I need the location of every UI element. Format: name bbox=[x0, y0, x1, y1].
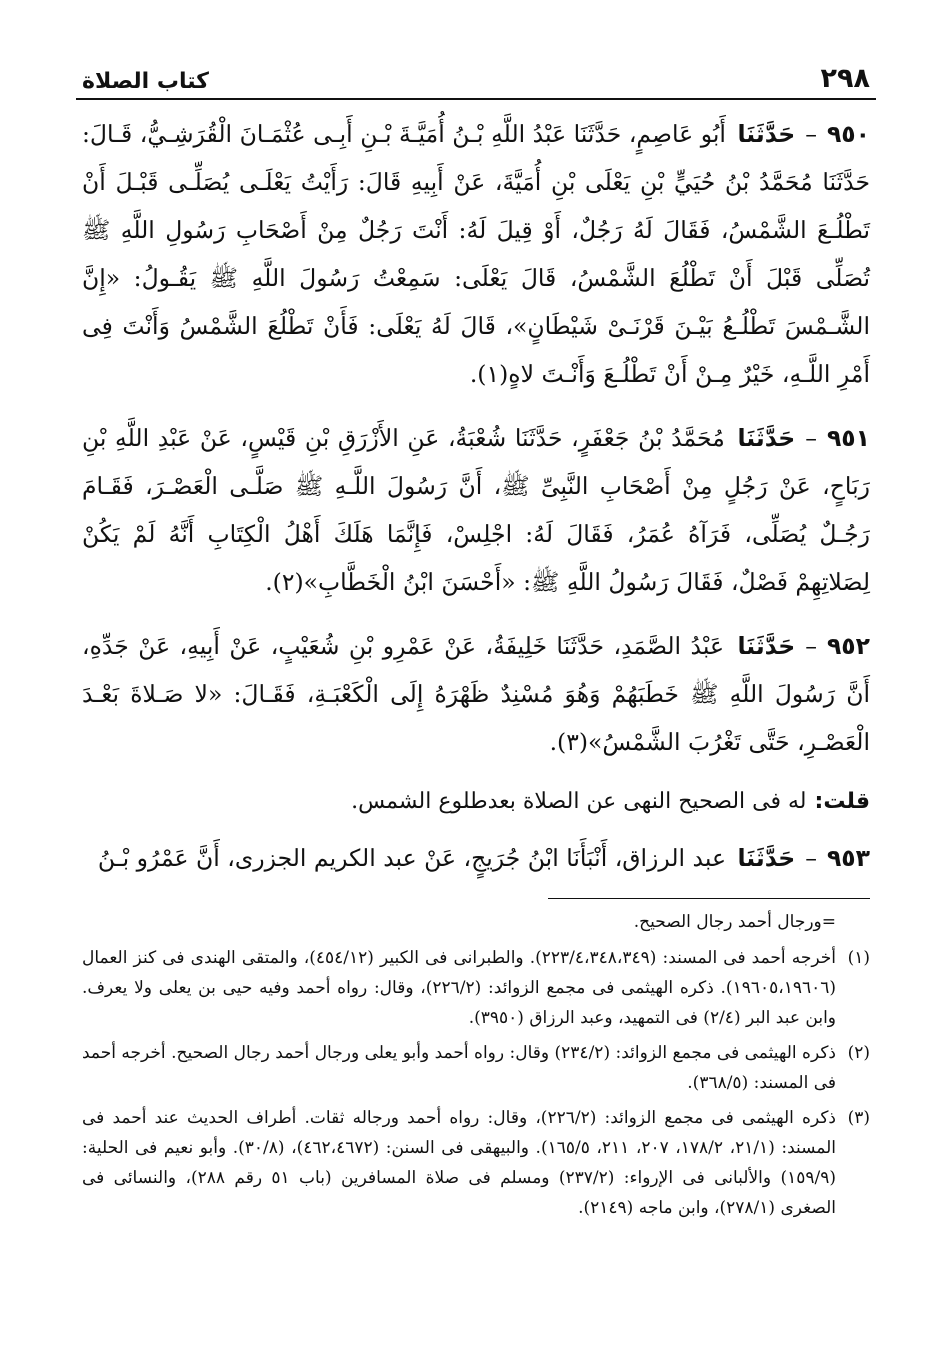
hadith-number: ٩٥٢ bbox=[826, 632, 870, 660]
note-text: له فى الصحيح النهى عن الصلاة بعدطلوع الشمس. bbox=[351, 789, 807, 814]
hadith-opening: حَدَّثَنَا bbox=[737, 424, 796, 452]
hadith-text: مُحَمَّدُ بْنُ جَعْفَرٍ، حَدَّثَنَا شُعْبَةُ، عَنِ الأَزْرَقِ بْنِ قَيْسٍ، عَنْ عَبْدِ اللَّهِ بْنِ رَبَاحٍ، عَنْ رَجُلٍ مِنْ أَصْحَابِ النَّبِىِّ ﷺ، أَنَّ رَسُولَ اللَّـهِ ﷺ صَلَّـى الْعَصْـرَ، فَقَـامَ رَجُـلٌ يُصَلِّى، فَرَآهُ عُمَرُ، فَقَالَ لَهُ: اجْلِسْ، فَإِنَّمَا هَلَكَ أَهْلُ الْكِتَابِ أَنَّهُ لَمْ يَكُنْ لِصَلاتِهِمْ فَصْلٌ، فَقَالَ رَسُولُ اللَّهِ ﷺ: «أَحْسَنَ ابْنُ الْخَطَّابِ»(٢). bbox=[82, 424, 870, 596]
hadith-dash: – bbox=[805, 844, 817, 872]
hadith-number: ٩٥٣ bbox=[826, 844, 870, 872]
hadith-953 bbox=[82, 834, 870, 882]
note-label: قلت: bbox=[814, 789, 870, 814]
hadith-dash: – bbox=[805, 120, 817, 148]
footnote-3 bbox=[82, 1103, 870, 1223]
hadith-opening: حَدَّثَنَا bbox=[737, 844, 796, 872]
footnote-divider bbox=[548, 898, 870, 899]
hadith-950 bbox=[82, 110, 870, 398]
hadith-opening: حَدَّثَنَا bbox=[737, 120, 796, 148]
hadith-number: ٩٥١ bbox=[826, 424, 870, 452]
hadith-number: ٩٥٠ bbox=[826, 120, 870, 148]
running-title: كتاب الصلاة bbox=[82, 69, 209, 94]
footnote-continuation: =ورجال أحمد رجال الصحيح. bbox=[633, 912, 836, 932]
footnote-1 bbox=[82, 943, 870, 1033]
footnote-text: أخرجه أحمد فى المسند: (٢٢٣/٤،٣٤٨،٣٤٩). والطبرانى فى الكبير (٤٥٤/١٢)، والمتقى الهندى فى كنز العمال (١٩٦٠٥،١٩٦٠٦). ذكره الهيثمى فى مجمع الزوائد: (٢٢٦/٢)، وقال: رواه أحمد وفيه حيى بن يعلى ولا يعرف. وابن عبد البر (٢/٤) فى التمهيد، وعبد الرزاق (٣٩٥٠). bbox=[82, 948, 836, 1028]
hadith-952 bbox=[82, 622, 870, 766]
footnote-text: ذكره الهيثمى فى مجمع الزوائد: (٢٢٦/٢)، وقال: رواه أحمد ورجاله ثقات. أطراف الحديث عند أحمد فى المسند: (٢١/١، ١٧٨/٢، ٢٠٧، ٢١١، ١٦٥/٥). والبيهقى فى السنن: (٤٦٢،٤٦٧٢)، (٣٠/٨). وأبو نعيم فى الحلية: (١٥٩/٩) والألبانى فى الإرواء: (٢٣٧/٢) ومسلم فى صلاة المسافرين (باب ٥١ رقم ٢٨٨)، والنسائى فى الصغرى (٢٧٨/١)، وابن ماجه (٢١٤٩). bbox=[82, 1108, 837, 1218]
hadith-951 bbox=[82, 414, 870, 606]
hadith-text: أَبُو عَاصِمٍ، حَدَّثَنَا عَبْدُ اللَّهِ بْـنُ أُمَيَّـةَ بْـنِ أَبِـى عُثْمَـانَ الْقُرَشِـيُّ، قَـالَ: حَدَّثَنَا مُحَمَّدُ بْنُ حُيَيٍّ بْنِ يَعْلَى بْنِ أُمَيَّةَ، عَنْ أَبِيهِ قَالَ: رَأَيْتُ يَعْلَـى يُصَلِّـى قَبْـلَ أَنْ تَطْلُـعَ الشَّمْسُ، فَقَالَ لَهُ رَجُلٌ، أَوْ قِيلَ لَهُ: أَنْتَ رَجُلٌ مِنْ أَصْحَابِ رَسُولِ اللَّهِ ﷺ تُصَلِّى قَبْلَ أَنْ تَطْلُعَ الشَّمْسُ، قَالَ يَعْلَى: سَمِعْتُ رَسُولَ اللَّهِ ﷺ يَقُـولُ: «إِنَّ الشَّـمْسَ تَطْلُـعُ بَيْـنَ قَرْنَـىْ شَيْطَانٍ»، قَالَ لَهُ يَعْلَى: فَأَنْ تَطْلُعَ الشَّمْسُ وَأَنْتَ فِى أَمْرِ اللَّـهِ، خَيْرٌ مِـنْ أَنْ تَطْلُـعَ وَأَنْـتَ لاهٍ(١). bbox=[82, 120, 870, 388]
page-number: ٢٩٨ bbox=[820, 63, 870, 94]
footnote-2 bbox=[82, 1038, 870, 1098]
hadith-text: عَبْدُ الصَّمَدِ، حَدَّثَنَا خَلِيفَةُ، عَنْ عَمْرِو بْنِ شُعَيْبٍ، عَنْ أَبِيهِ، عَنْ جَدِّهِ، أَنَّ رَسُولَ اللَّهِ ﷺ خَطَبَهُمْ وَهُوَ مُسْنِدٌ ظَهْرَهُ إِلَى الْكَعْبَـةِ، فَقَـالَ: «لا صَـلاةَ بَعْـدَ الْعَصْـرِ، حَتَّى تَغْرُبَ الشَّمْسُ»(٣). bbox=[82, 632, 870, 756]
footnote-number: (٣) bbox=[847, 1108, 870, 1128]
footnotes bbox=[82, 907, 870, 1223]
footnote-number: (٢) bbox=[847, 1043, 870, 1063]
hadith-dash: – bbox=[805, 424, 817, 452]
footnote-text: ذكره الهيثمى فى مجمع الزوائد: (٢٣٤/٢) وقال: رواه أحمد وأبو يعلى ورجال أحمد رجال الصحيح. أخرجه أحمد فى المسند: (٣٦٨/٥). bbox=[82, 1043, 836, 1093]
main-text bbox=[82, 110, 870, 882]
author-note bbox=[82, 782, 870, 822]
page-header bbox=[76, 52, 876, 100]
footnote-number: (١) bbox=[847, 948, 870, 968]
hadith-text: عبد الرزاق، أَنْبَأَنَا ابْنُ جُرَيجٍ، عَنْ عبد الكريم الجزرى، أَنَّ عَمْرُو بْـنُ bbox=[97, 844, 726, 872]
hadith-dash: – bbox=[805, 632, 817, 660]
hadith-opening: حَدَّثَنَا bbox=[737, 632, 796, 660]
